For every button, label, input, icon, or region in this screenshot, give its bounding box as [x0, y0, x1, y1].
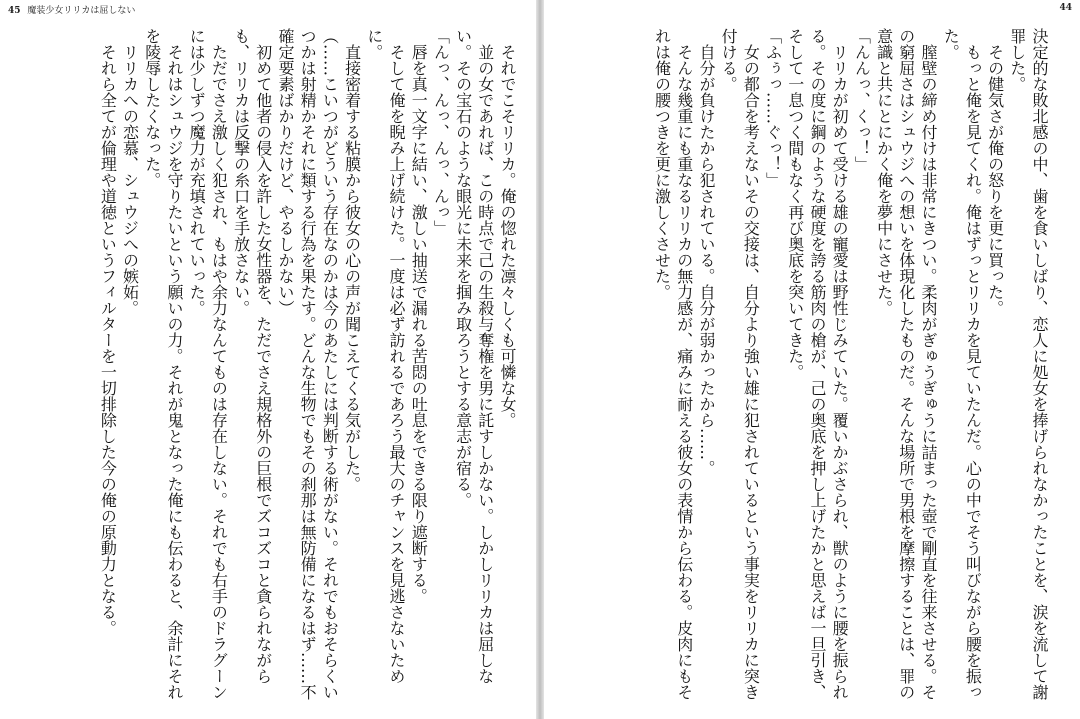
paragraph: 自分が負けたから犯されている。自分が弱かったから……。: [696, 44, 716, 476]
paragraph: 直接密着する粘膜から彼女の心の声が聞こえてくる気がした。: [342, 44, 362, 492]
paragraph: そして俺を睨み上げ続けた。一度は必ず訪れるであろう最大のチャンスを見逃さないために。: [364, 28, 406, 684]
paragraph: それはシュウジを守りたいという願いの力。それが鬼となった俺にも伝わると、余計にそれを陵辱したくなった。: [142, 28, 184, 700]
paragraph: それでこそリリカ。俺の惚れた凛々しくも可憐な女。: [498, 44, 517, 428]
paragraph: 並の女であれば、この時点で己の生殺与奪権を男に託すしかない。しかしリリカは屈しない。その宝石のような眼光に未来を掴み取ろうとする意志が宿る。: [453, 28, 495, 684]
paragraph: 唇を真一文字に結い、激しい抽送で漏れる苦悶の吐息をできる限り遮断する。: [409, 44, 429, 604]
left-page-number: 45: [8, 6, 21, 16]
paragraph: それら全てが倫理や道徳というフィルターを一切排除した今の俺の原動力となる。: [98, 44, 118, 636]
running-title: 魔装少女リリカは屈しない: [27, 6, 136, 16]
book-gutter: [536, 0, 544, 719]
paragraph: リリカが初めて受ける雄の寵愛は野性じみていた。覆いかぶさられ、獣のように腰を振られる。その度に鋼のような硬度を誇る筋肉の槍が、己の奥底を押し上げたかと思えば一旦引き、そして一息つく間もなく再び奥底を突いてきた。: [785, 28, 850, 700]
paragraph-continued: 決定的な敗北感の中、歯を食いしばり、恋人に処女を捧げられなかったことを、涙を流して謝罪した。: [1007, 28, 1049, 700]
dialogue-line: 「んんっ、くっ！」: [852, 28, 872, 172]
left-page-text: [0, 28, 518, 714]
right-page-number: 44: [1059, 3, 1072, 13]
inner-monologue: （……こいつがどういう存在なのかは今のあたしには判断する術がない。それでもおそらくいつかは射精かそれに類する行為を果たす。どんな生物でもその刹那は無防備になるはず……不確定要素ばかりだけど、やるしかない）: [275, 28, 340, 700]
paragraph: 初めて他者の侵入を許した女性器を、ただでさえ規格外の巨根でズコズコと貪られながらも、リリカは反撃の糸口を手放さない。: [231, 28, 273, 684]
right-page: [544, 0, 1080, 719]
right-page-text: [546, 28, 1050, 714]
paragraph: 女の都合を考えないその交接は、自分より強い雄に犯されているという事実をリリカに突き付ける。: [719, 28, 761, 700]
left-page-header: [8, 3, 135, 16]
paragraph: リリカへの恋慕、シュウジへの嫉妬。: [120, 44, 140, 316]
paragraph: 膣壁の締め付けは非常にきつい。柔肉がぎゅうぎゅうに詰まった壺で剛直を往来させる。その窮屈さはシュウジへの想いを体現化したものだ。そんな場所で男根を摩擦することは、罪の意識と共にとにかく俺を夢中にさせた。: [874, 28, 938, 700]
dialogue-line: 「んっ、んっ、んっ、んっ」: [431, 28, 451, 236]
paragraph: ただでさえ激しく犯され、もはや余力なんてものは存在しない。それでも右手のドラグーンには少しずつ魔力が充填されていった。: [187, 28, 229, 700]
dialogue-line: 「ふぅっ……ぐっ！」: [763, 28, 783, 188]
right-page-header: [1059, 3, 1072, 13]
paragraph: そんな幾重にも重なるリリカの無力感が、痛みに耐える彼女の表情から伝わる。皮肉にもそれは俺の腰つきを更に激しくさせた。: [652, 28, 694, 700]
paragraph: もっと俺を見てくれ。俺はずっとリリカを見ていたんだ。心の中でそう叫びながら腰を振った。: [941, 28, 983, 700]
left-page: [0, 0, 536, 719]
paragraph: その健気さが俺の怒りを更に買った。: [985, 44, 1005, 316]
